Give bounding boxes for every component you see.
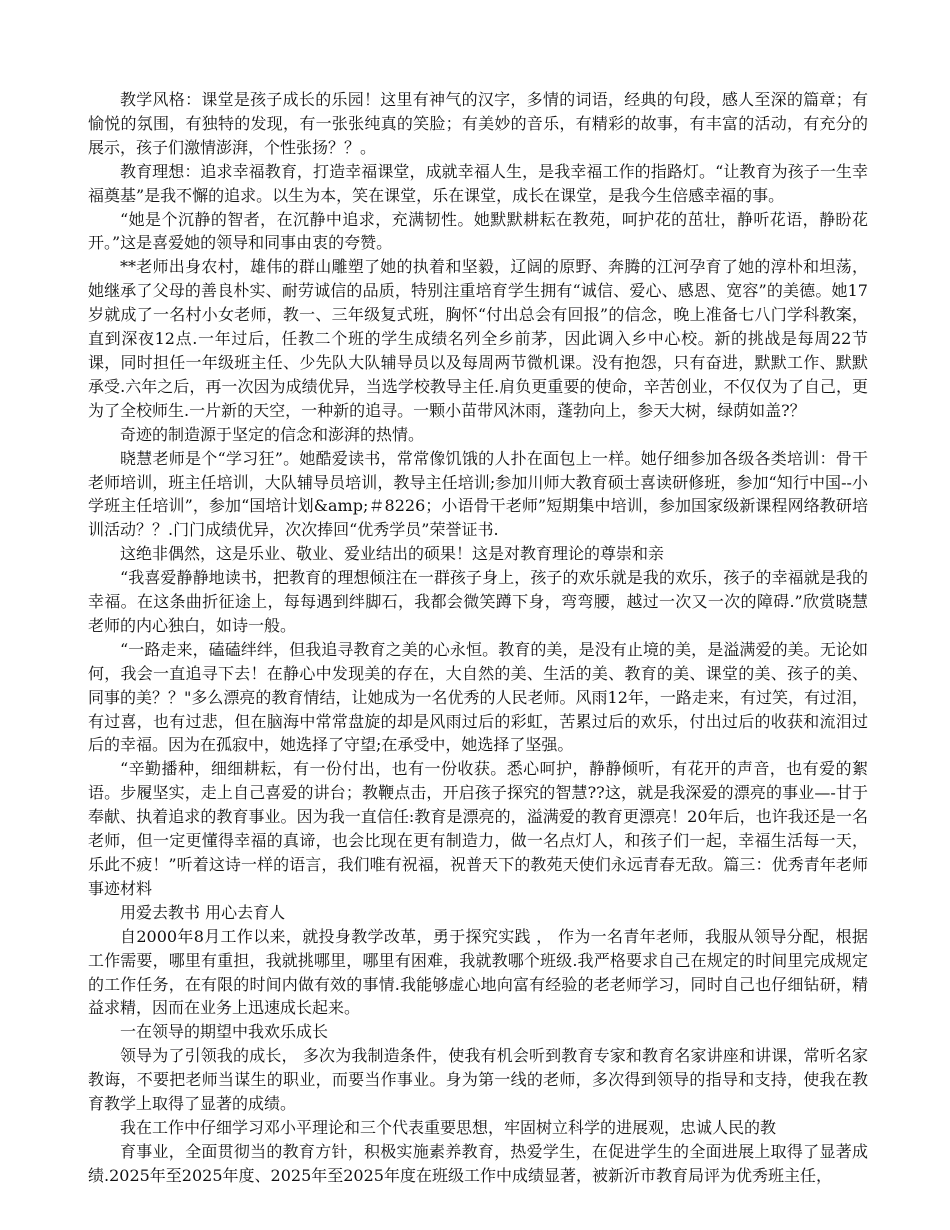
paragraph-since-2000: 自2000年8月工作以来，就投身教学改革，勇于探究实践 ， 作为一名青年老师，我服从领导分配，根据工作需要，哪里有重担，我就挑哪里，哪里有困难，我就教哪个班级.我严格要求自己在规定的时间里完成规定的工作任务，在有限的时间内做有效的事情.我能够虚心地向富有经验的老老师学习，同时自己也仔细钻研，精益求精，因而在业务上迅速成长起来。 (88, 926, 868, 1018)
section-heading: 用爱去教书 用心去育人 (120, 902, 286, 922)
paragraph-leadership-support: 领导为了引领我的成长， 多次为我制造条件，使我有机会听到教育专家和教育名家讲座和讲课，常听名家教诲，不要把老师当谋生的职业，而要当作事业。身为第一线的老师，多次得到领导的指导和支持，使我在教育教学上取得了显著的成绩。 (88, 1046, 868, 1114)
paragraph-achievements: 育事业，全面贯彻当的教育方针，积极实施素养教育，热爱学生，在促进学生的全面进展上取得了显著成绩.2025年至2025年度、2025年至2025年度在班级工作中成绩显著，被新沂市教育局评为优秀班主任， (88, 1141, 868, 1185)
subheading-leadership: 一在领导的期望中我欢乐成长 (120, 1022, 329, 1042)
paragraph-teaching-style: 教学风格：课堂是孩子成长的乐园！这里有神气的汉字，多情的词语，经典的句段，感人至深的篇章；有愉悦的氛围，有独特的发现，有一张张纯真的笑脸；有美妙的音乐，有精彩的故事，有丰富的活动，有充分的展示，孩子们激情澎湃，个性张扬？？。 (88, 90, 868, 157)
paragraph-learning: 晓慧老师是个“学习狂”。她酷爱读书，常常像饥饿的人扑在面包上一样。她仔细参加各级各类培训：骨干老师培训，班主任培训，大队辅导员培训，教导主任培训;参加川师大教育硕士喜读研修班，参加“知行中国--小学班主任培训”，参加“国培计划&amp;＃8226；小语骨干老师”短期集中培训，参加国家级新课程网络教研培训活动？？.门门成绩优异，次次捧回“优秀学员”荣誉证书. (88, 448, 868, 540)
paragraph-pursuit-of-beauty: “一路走来，磕磕绊绊，但我追寻教育之美的心永恒。教育的美，是没有止境的美，是溢满爱的美。无论如何，我会一直追寻下去！在静心中发现美的存在，大自然的美、生活的美、教育的美、课堂的美、孩子的美、同事的美？？"多么漂亮的教育情结，让她成为一名优秀的人民老师。风雨12年，一路走来，有过笑，有过泪，有过喜，也有过悲，但在脑海中常常盘旋的却是风雨过后的彩虹，苦累过后的欢乐，付出过后的收获和流泪过后的幸福。因为在孤寂中，她选择了守望;在承受中，她选择了坚强。 (88, 639, 868, 755)
paragraph-theory-study: 我在工作中仔细学习邓小平理论和三个代表重要思想，牢固树立科学的进展观，忠诚人民的教 (120, 1117, 777, 1137)
paragraph-colleague-praise: “她是个沉静的智者，在沉静中追求，充满韧性。她默默耕耘在教苑，呵护花的茁壮，静听花语，静盼花开。”这是喜爱她的领导和同事由衷的夸赞。 (88, 209, 868, 253)
paragraph-background: **老师出身农村，雄伟的群山雕塑了她的执着和坚毅，辽阔的原野、奔腾的江河孕育了她的淳朴和坦荡，她继承了父母的善良朴实、耐劳诚信的品质，特别注重培育学生拥有“诚信、爱心、感恩、宽容”的美德。她17岁就成了一名村小女老师，教一、三年级复式班，胸怀“付出总会有回报”的信念，晚上准备七八门学科教案，直到深夜12点.一年过后，任教二个班的学生成绩名列全乡前茅，因此调入乡中心校。新的挑战是每周22节课，同时担任一年级班主任、少先队大队辅导员以及每周两节微机课。没有抱怨，只有奋进，默默工作、默默承受.六年之后，再一次因为成绩优异，当选学校教导主任.肩负更重要的使命，辛苦创业，不仅仅为了自己，更为了全校师生.一片新的天空，一种新的追寻。一颗小苗带风沐雨，蓬勃向上，参天大树，绿荫如盖?？ (88, 257, 868, 420)
document-body (88, 88, 868, 1188)
paragraph-education-ideal: 教育理想：追求幸福教育，打造幸福课堂，成就幸福人生，是我幸福工作的指路灯。“让教育为孩子一生幸福奠基”是我不懈的追求。以生为本，笑在课堂，乐在课堂，成长在课堂，是我今生倍感幸福的事。 (88, 161, 868, 205)
paragraph-hard-work: “辛勤播种，细细耕耘，有一份付出，也有一份收获。悉心呵护，静静倾听，有花开的声音，也有爱的絮语。步履坚实，走上自己喜爱的讲台；教鞭点击，开启孩子探究的智慧??这，就是我深爱的漂亮的事业—-甘于奉献、执着追求的教育事业。因为我一直信任:教育是漂亮的，溢满爱的教育更漂亮！20年后，也许我还是一名老师，但一定更懂得幸福的真谛，也会比现在更有制造力，做一名点灯人，和孩子们一起，幸福生活每一天，乐此不疲！”听着这诗一样的语言，我们唯有祝福，祝普天下的教苑天使们永远青春无敌。篇三：优秀青年老师事迹材料 (88, 759, 868, 898)
paragraph-not-accidental: 这绝非偶然，这是乐业、敬业、爱业结出的硕果！这是对教育理论的尊崇和亲 (120, 544, 665, 564)
paragraph-miracle: 奇迹的制造源于坚定的信念和澎湃的热情。 (120, 424, 425, 444)
paragraph-inner-monologue: “我喜爱静静地读书，把教育的理想倾注在一群孩子身上，孩子的欢乐就是我的欢乐，孩子的幸福就是我的幸福。在这条曲折征途上，每每遇到绊脚石，我都会微笑蹲下身，弯弯腰，越过一次又一次的障碍.”欣赏晓慧老师的内心独白，如诗一般。 (88, 568, 868, 635)
